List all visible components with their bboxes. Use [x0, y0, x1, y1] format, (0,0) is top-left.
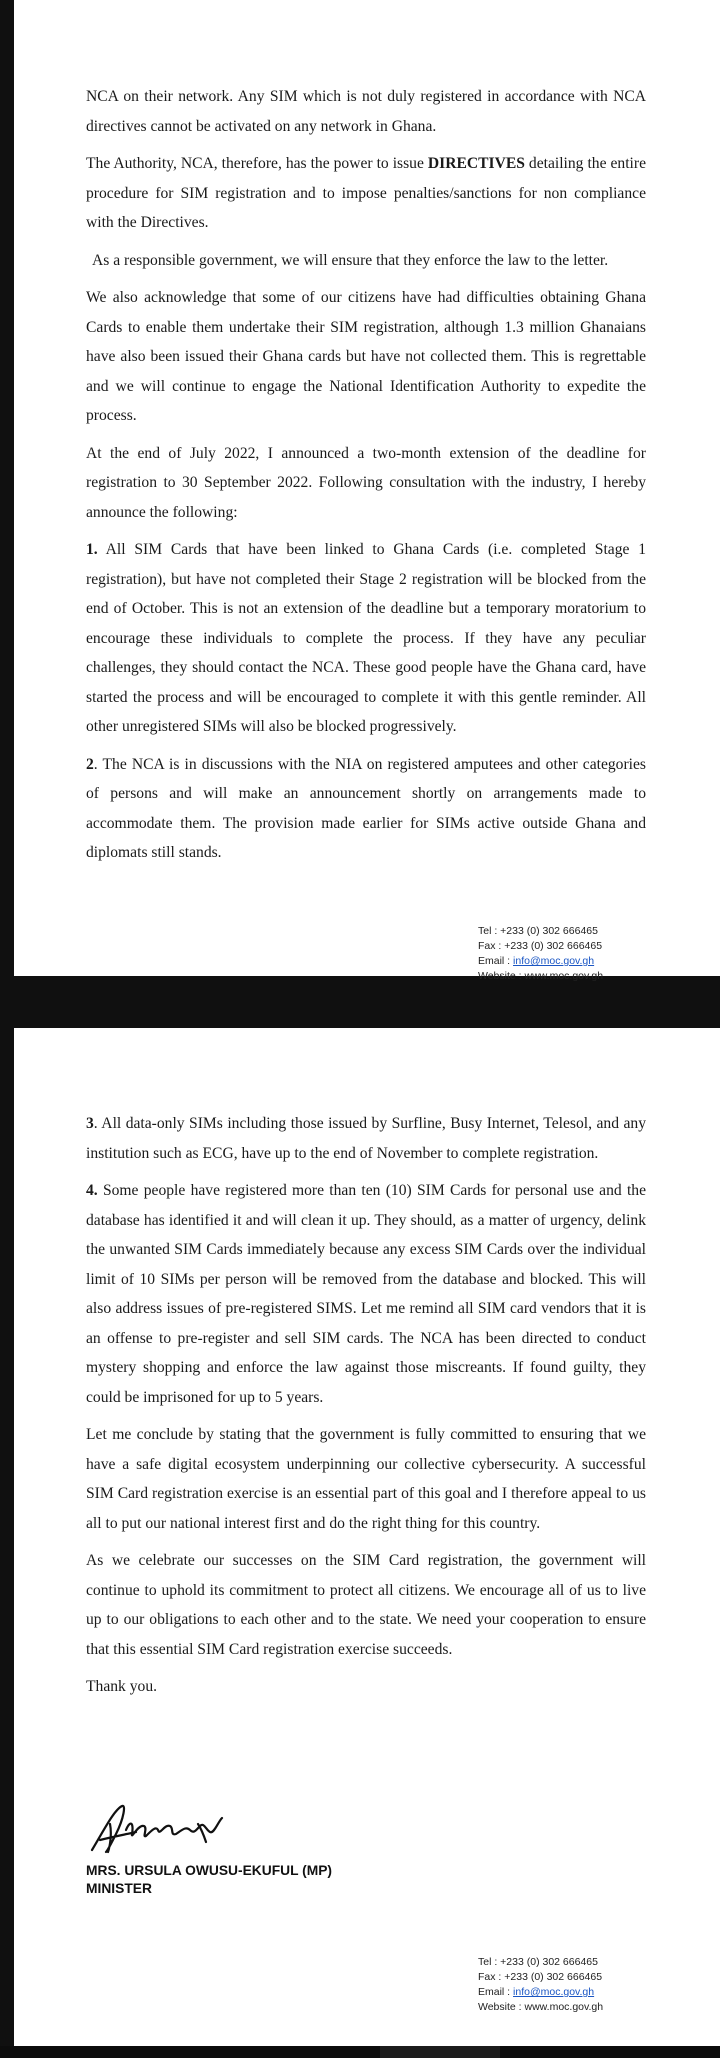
paragraph-conclusion: Let me conclude by stating that the government is fully committed to ensuring that we have a safe digital ecosystem underpinning our collective cybersecurity. A successful SIM Card registration exercise is an essential part of this goal and I therefore appeal to us all to put our national interest first and do the right thing for this country.	[86, 1426, 646, 1532]
paragraph-celebrate: As we celebrate our successes on the SIM Card registration, the government will continue to uphold its commitment to protect all citizens. We encourage all of us to live up to our obligations to each other and to the state. We need your cooperation to ensure that this essential SIM Card registration exercise succeeds.	[86, 1552, 646, 1658]
paragraph-nca-network: NCA on their network. Any SIM which is not duly registered in accordance with NCA directives cannot be activated on any network in Ghana.	[86, 88, 646, 135]
contact-fax: Fax : +233 (0) 302 666465	[478, 1971, 603, 1983]
email-link[interactable]: info@moc.gov.gh	[513, 1986, 595, 1998]
page2-body	[86, 1109, 646, 1710]
item-1-number: 1.	[86, 541, 98, 558]
email-link[interactable]: info@moc.gov.gh	[513, 955, 595, 967]
contact-block-page1	[478, 924, 603, 984]
directives-emphasis: DIRECTIVES	[427, 155, 525, 172]
paragraph-ghana-cards: We also acknowledge that some of our citizens have had difficulties obtaining Ghana Cards to enable them undertake their SIM registration, although 1.3 million Ghanaians have also been issued their Ghana cards but have not collected them. This is regrettable and we will continue to engage the National Identification Authority to expedite the process.	[86, 289, 646, 424]
contact-tel: Tel : +233 (0) 302 666465	[478, 925, 598, 937]
signatory-name: MRS. URSULA OWUSU-EKUFUL (MP)	[86, 1863, 333, 1878]
item-1: 1. All SIM Cards that have been linked to Ghana Cards (i.e. completed Stage 1 registration), but have not completed their Stage 2 registration will be blocked from the end of October. This is not an extension of the deadline but a temporary moratorium to encourage these individuals to complete the process. If they have any peculiar challenges, they should contact the NCA. These good people have the Ghana card, have started the process and will be encouraged to complete it with this gentle reminder. All other unregistered SIMs will also be blocked progressively.	[86, 541, 646, 735]
item-4-number: 4.	[86, 1182, 98, 1199]
signatory-block	[86, 1862, 332, 1898]
paragraph-responsible-government: As a responsible government, we will ensure that they enforce the law to the letter.	[92, 251, 609, 269]
paragraph-thank-you: Thank you.	[86, 1678, 158, 1695]
item-4: 4. Some people have registered more than ten (10) SIM Cards for personal use and the database has identified it and will clean it up. They should, as a matter of urgency, delink the unwanted SIM Cards immediately because any excess SIM Cards over the individual limit of 10 SIMs per person will be removed from the database and blocked. This will also address issues of pre-registered SIMS. Let me remind all SIM card vendors that it is an offense to pre-register and sell SIM cards. The NCA has been directed to conduct mystery shopping and enforce the law against those miscreants. If found guilty, they could be imprisoned for up to 5 years.	[86, 1182, 646, 1406]
paragraph-authority: The Authority, NCA, therefore, has the power to issue DIRECTIVES detailing the entire procedure for SIM registration and to impose penalties/sanctions for non compliance with the Directives.	[86, 155, 646, 231]
item-2: 2. The NCA is in discussions with the NIA on registered amputees and other categories of persons and will make an announcement shortly on arrangements made to accommodate them. The provision made earlier for SIMs active outside Ghana and diplomats still stands.	[86, 755, 646, 861]
bottom-bar	[0, 2046, 720, 2058]
contact-email-row: Email : info@moc.gov.gh	[478, 955, 595, 967]
item-2-number: 2	[86, 755, 94, 773]
contact-email-row: Email : info@moc.gov.gh	[478, 1986, 595, 1998]
item-3-number: 3	[86, 1115, 94, 1132]
signatory-title: MINISTER	[86, 1881, 152, 1896]
item-3: 3. All data-only SIMs including those issued by Surfline, Busy Internet, Telesol, and any institution such as ECG, have up to the end of November to complete registration.	[86, 1115, 646, 1162]
contact-website: Website : www.moc.gov.gh	[478, 2001, 604, 2013]
contact-website: Website : www.moc.gov.gh	[478, 970, 604, 982]
signature-image	[86, 1800, 246, 1860]
page1-body	[86, 82, 646, 876]
bottom-tab	[380, 2046, 500, 2058]
paragraph-extension: At the end of July 2022, I announced a two-month extension of the deadline for registration to 30 September 2022. Following consultation with the industry, I hereby announce the following:	[86, 444, 646, 521]
contact-tel: Tel : +233 (0) 302 666465	[478, 1956, 598, 1968]
contact-block-page2	[478, 1955, 603, 2015]
contact-fax: Fax : +233 (0) 302 666465	[478, 940, 603, 952]
